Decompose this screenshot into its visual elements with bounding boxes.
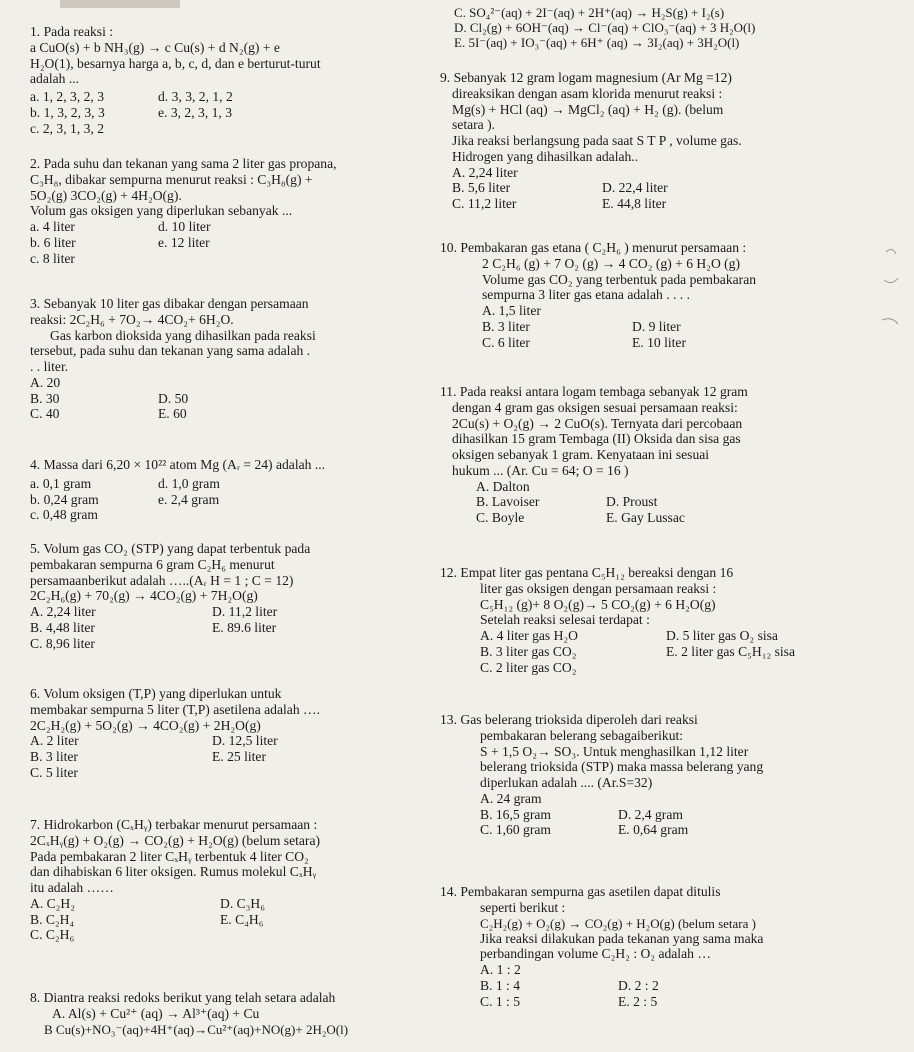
question-text: itu adalah …… (30, 880, 114, 896)
option-c: C. 5 liter (30, 764, 78, 780)
question-12 (440, 565, 887, 675)
option-e: E. 2 liter gas C₅H₁₂ sisa (666, 643, 795, 659)
option-d: D. 50 (158, 390, 189, 406)
question-text: membakar sempurna 5 liter (T,P) asetilena adalah …. (30, 701, 321, 717)
pencil-marks (880, 240, 910, 360)
question-text: 11. Pada reaksi antara logam tembaga sebanyak 12 gram (440, 384, 748, 399)
question-text: direaksikan dengan asam klorida menurut reaksi : (452, 85, 723, 101)
option-d: d. 1,0 gram (158, 475, 220, 491)
question-text: Hidrogen yang dihasilkan adalah.. (452, 148, 639, 164)
question-text: C₅H₁₂ (g)+ 8 O₂(g)→ 5 CO₂(g) + 6 H₂O(g) (480, 596, 716, 612)
question-text: . . liter. (30, 359, 69, 375)
option-b: B. 30 (30, 390, 60, 406)
option-c: C. 8,96 liter (30, 635, 95, 651)
question-text: 10. Pembakaran gas etana ( C₂H₆ ) menurut persamaan : (440, 240, 747, 255)
option-c: C. 2 liter gas CO₂ (480, 659, 577, 675)
question-text: Volume gas CO₂ yang terbentuk pada pembakaran (482, 271, 757, 287)
question-text: 4. Massa dari 6,20 × 10²² atom Mg (Aᵣ = 24) adalah ... (30, 457, 326, 472)
question-text: 5O₂(g) 3CO₂(g) + 4H₂O(g). (30, 187, 182, 203)
option-d: D. C₃H₆ (220, 895, 265, 911)
option-d: D. 11,2 liter (212, 604, 278, 620)
option-b: B. 1 : 4 (480, 977, 521, 993)
option-d: D. Cl₂(g) + 6OH⁻(aq) → Cl⁻(aq) + ClO₃⁻(aq) + 3 H₂O(l) (454, 20, 756, 36)
question-text: Pada pembakaran 2 liter CₓHᵧ terbentuk 4 liter CO₂ (30, 848, 309, 864)
question-9 (440, 70, 887, 212)
option-c: C. 11,2 liter (452, 196, 517, 212)
option-a: A. Dalton (476, 478, 530, 494)
question-text: tersebut, pada suhu dan tekanan yang sama adalah . (30, 343, 311, 359)
question-text: dihasilkan 15 gram Tembaga (II) Oksida dan sisa gas (452, 431, 741, 447)
question-text: 9. Sebanyak 12 gram logam magnesium (Ar Mg =12) (440, 70, 732, 85)
question-text: S + 1,5 O₂→ SO₃. Untuk menghasilkan 1,12 liter (480, 743, 749, 759)
question-text: 2C₂H₆(g) + 70₂(g) → 4CO₂(g) + 7H₂O(g) (30, 588, 258, 604)
option-a: a. 1, 2, 3, 2, 3 (30, 89, 105, 105)
option-d: D. 12,5 liter (212, 733, 278, 749)
question-text: Jika reaksi dilakukan pada tekanan yang sama maka (480, 930, 764, 946)
question-10 (440, 240, 887, 350)
question-14 (440, 884, 887, 1009)
question-text: 13. Gas belerang trioksida diperoleh dari reaksi (440, 712, 698, 727)
option-c: C. Boyle (476, 510, 525, 526)
question-2 (30, 156, 435, 266)
question-text: perbandingan volume C₂H₂ : O₂ adalah … (480, 946, 711, 962)
option-e: E. 89.6 liter (212, 619, 277, 635)
option-a: A. 2 liter (30, 733, 79, 749)
question-text: adalah ... (30, 71, 80, 87)
question-11 (440, 384, 887, 526)
option-a: A. 4 liter gas H₂O (480, 628, 578, 644)
question-text: setara ). (452, 117, 496, 133)
option-b: b. 1, 3, 2, 3, 3 (30, 104, 105, 120)
option-b: b. 0,24 gram (30, 491, 99, 507)
question-1 (30, 24, 435, 136)
question-text: liter gas oksigen dengan persamaan reaksi : (480, 580, 717, 596)
option-e: e. 2,4 gram (158, 491, 220, 507)
option-e: E. C₄H₆ (220, 911, 264, 927)
option-c: c. 8 liter (30, 250, 75, 266)
option-c: C. 1,60 gram (480, 822, 551, 838)
question-text: 2C₂H₂(g) + 5O₂(g) → 4CO₂(g) + 2H₂O(g) (30, 717, 261, 733)
option-b: B. 3 liter gas CO₂ (480, 643, 577, 659)
option-e: E. 5I⁻(aq) + IO₃⁻(aq) + 6H⁺ (aq) → 3I₂(aq) + 3H₂O(l) (454, 35, 740, 51)
option-d: d. 3, 3, 2, 1, 2 (158, 89, 233, 105)
option-c: C. SO₄²⁻(aq) + 2I⁻(aq) + 2H⁺(aq) → H₂S(g) + I₂(s) (454, 5, 725, 20)
option-a: A. 20 (30, 374, 61, 390)
question-text: belerang trioksida (STP) maka massa belerang yang (480, 759, 764, 775)
question-text: 2CₓHᵧ(g) + O₂(g) → CO₂(g) + H₂O(g) (belum setara) (30, 832, 321, 848)
option-a: A. 1 : 2 (480, 962, 521, 978)
option-e: E. Gay Lussac (606, 510, 685, 526)
option-a: A. Al(s) + Cu²⁺ (aq) → Al³⁺(aq) + Cu (52, 1005, 260, 1021)
option-e: E. 25 liter (212, 749, 266, 765)
option-b: B. 5,6 liter (452, 180, 511, 196)
question-text: Mg(s) + HCl (aq) → MgCl₂ (aq) + H₂ (g). (belum (452, 101, 724, 117)
option-e: E. 60 (158, 406, 187, 422)
option-a: A. 2,24 liter (30, 604, 96, 620)
question-text: C₂H₂(g) + O₂(g) → CO₂(g) + H₂O(g) (belum setara ) (480, 915, 756, 931)
question-text: dan dihabiskan 6 liter oksigen. Rumus molekul CₓHᵧ (30, 864, 317, 880)
option-e: E. 2 : 5 (618, 993, 658, 1009)
option-b: B. 16,5 gram (480, 806, 551, 822)
option-a: a. 4 liter (30, 219, 75, 235)
question-text: 2 C₂H₆ (g) + 7 O₂ (g) → 4 CO₂ (g) + 6 H₂O (g) (482, 255, 741, 271)
option-a: a. 0,1 gram (30, 475, 92, 491)
option-c: C. 6 liter (482, 334, 530, 350)
header-fragment (60, 0, 180, 8)
question-8-continued (452, 5, 887, 50)
question-6 (30, 686, 435, 781)
option-e: e. 3, 2, 3, 1, 3 (158, 104, 233, 120)
question-text: C₃H₈, dibakar sempurna menurut reaksi : C₃H₈(g) + (30, 171, 313, 187)
question-text: a CuO(s) + b NH₃(g) → c Cu(s) + d N₂(g) + e (30, 39, 280, 55)
question-text: reaksi: 2C₂H₆ + 7O₂→ 4CO₂+ 6H₂O. (30, 311, 234, 327)
option-b: b. 6 liter (30, 234, 76, 250)
question-text: H₂O(1), besarnya harga a, b, c, d, dan e berturut-turut (30, 55, 321, 71)
option-a: A. C₂H₂ (30, 895, 75, 911)
question-text: sempurna 3 liter gas etana adalah . . . . (482, 287, 690, 303)
option-b: B. Lavoiser (476, 494, 540, 510)
option-e: e. 12 liter (158, 234, 210, 250)
option-d: D. 9 liter (632, 318, 681, 334)
option-b: B. 4,48 liter (30, 619, 95, 635)
question-text: 6. Volum oksigen (T,P) yang diperlukan untuk (30, 686, 282, 701)
option-e: E. 44,8 liter (602, 196, 667, 212)
question-7 (30, 817, 435, 943)
question-5 (30, 541, 435, 651)
question-text: diperlukan adalah .... (Ar.S=32) (480, 775, 653, 791)
option-c: C. 40 (30, 406, 60, 422)
option-c: C. C₂H₆ (30, 927, 75, 943)
question-8 (30, 990, 435, 1037)
question-text: persamaanberikut adalah …..(Aᵣ H = 1 ; C = 12) (30, 572, 294, 588)
option-a: A. 2,24 liter (452, 164, 518, 180)
question-text: 2. Pada suhu dan tekanan yang sama 2 liter gas propana, (30, 156, 337, 171)
question-text: 5. Volum gas CO₂ (STP) yang dapat terbentuk pada (30, 541, 311, 556)
option-d: D. 2,4 gram (618, 806, 683, 822)
option-c: c. 0,48 gram (30, 507, 98, 523)
question-text: pembakaran sempurna 6 gram C₂H₆ menurut (30, 556, 275, 572)
option-c: c. 2, 3, 1, 3, 2 (30, 120, 105, 136)
question-text: 2Cu(s) + O₂(g) → 2 CuO(s). Ternyata dari percobaan (452, 415, 743, 431)
question-text: Volum gas oksigen yang diperlukan sebanyak ... (30, 203, 293, 219)
question-text: 8. Diantra reaksi redoks berikut yang telah setara adalah (30, 990, 336, 1005)
question-text: pembakaran belerang sebagaiberikut: (480, 727, 684, 743)
option-d: D. 2 : 2 (618, 977, 659, 993)
question-text: 14. Pembakaran sempurna gas asetilen dapat ditulis (440, 884, 721, 899)
question-text: oksigen sebanyak 1 gram. Kenyataan ini sesuai (452, 447, 710, 463)
option-d: D. Proust (606, 494, 658, 510)
option-d: d. 10 liter (158, 219, 211, 235)
question-text: seperti berikut : (480, 899, 566, 915)
option-e: E. 0,64 gram (618, 822, 689, 838)
question-text: dengan 4 gram gas oksigen sesuai persamaan reaksi: (452, 399, 738, 415)
question-text: 3. Sebanyak 10 liter gas dibakar dengan persamaan (30, 296, 309, 311)
question-text: 1. Pada reaksi : (30, 24, 114, 39)
question-4 (30, 457, 435, 523)
question-text: 12. Empat liter gas pentana C₅H₁₂ bereaksi dengan 16 (440, 565, 734, 580)
option-e: E. 10 liter (632, 334, 686, 350)
question-text: Gas karbon dioksida yang dihasilkan pada reaksi (50, 327, 316, 343)
option-a: A. 24 gram (480, 790, 542, 806)
option-b: B. 3 liter (482, 318, 530, 334)
question-text: 7. Hidrokarbon (CₓHᵧ) terbakar menurut persamaan : (30, 817, 318, 832)
question-text: Setelah reaksi selesai terdapat : (480, 612, 650, 628)
option-b: B. 3 liter (30, 749, 78, 765)
option-d: D. 22,4 liter (602, 180, 668, 196)
option-b: B Cu(s)+NO₃⁻(aq)+4H⁺(aq)→Cu²⁺(aq)+NO(g)+ 2H₂O(l) (44, 1021, 349, 1037)
option-b: B. C₂H₄ (30, 911, 75, 927)
option-d: D. 5 liter gas O₂ sisa (666, 628, 778, 644)
option-a: A. 1,5 liter (482, 303, 541, 319)
question-text: Jika reaksi berlangsung pada saat S T P , volume gas. (452, 133, 742, 149)
question-13 (440, 712, 887, 838)
question-3 (30, 296, 435, 422)
question-text: hukum ... (Ar. Cu = 64; O = 16 ) (452, 462, 629, 478)
option-c: C. 1 : 5 (480, 993, 521, 1009)
